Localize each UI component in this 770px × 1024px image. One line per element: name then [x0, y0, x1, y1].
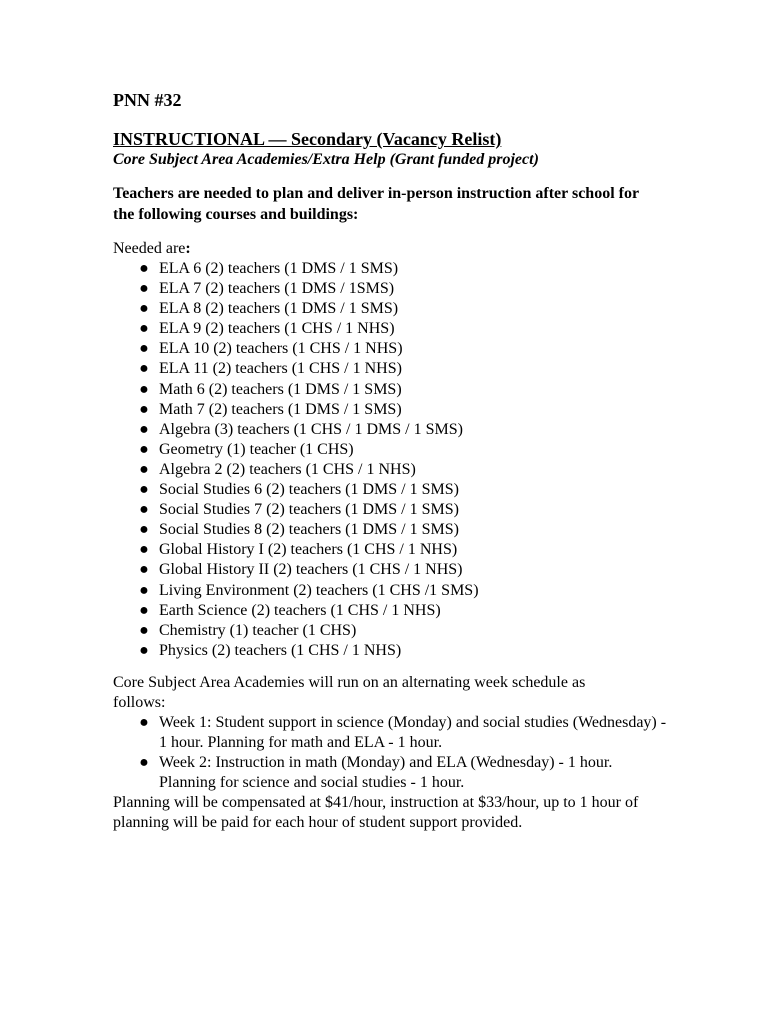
position-item-text: ELA 11 (2) teachers (1 CHS / 1 NHS) — [159, 360, 402, 378]
bullet-icon: ● — [139, 481, 149, 499]
posting-title: INSTRUCTIONAL — Secondary (Vacancy Relist) — [113, 129, 502, 149]
position-item-text: Global History II (2) teachers (1 CHS / 1 NHS) — [159, 561, 463, 579]
position-item — [137, 299, 713, 319]
position-item — [137, 420, 713, 440]
document-page — [113, 89, 713, 833]
position-item-text: Global History I (2) teachers (1 CHS / 1 NHS) — [159, 541, 458, 559]
bullet-icon: ● — [139, 501, 149, 519]
week-item — [137, 753, 669, 793]
position-item-text: ELA 9 (2) teachers (1 CHS / 1 NHS) — [159, 320, 395, 338]
position-item-text: ELA 8 (2) teachers (1 DMS / 1 SMS) — [159, 300, 399, 318]
bullet-icon: ● — [139, 260, 149, 277]
needed-label-text: Needed are — [113, 240, 186, 257]
bullet-icon: ● — [139, 561, 149, 579]
position-item — [137, 480, 713, 500]
bullet-icon: ● — [139, 621, 149, 639]
position-item — [137, 359, 713, 379]
position-item — [137, 581, 713, 601]
bullet-icon: ● — [139, 440, 149, 458]
position-item — [137, 460, 713, 480]
position-item — [137, 440, 713, 460]
position-item-text: Chemistry (1) teacher (1 CHS) — [159, 621, 357, 639]
position-item-text: Physics (2) teachers (1 CHS / 1 NHS) — [159, 641, 402, 659]
position-item — [137, 400, 713, 420]
position-item-text: ELA 7 (2) teachers (1 DMS / 1SMS) — [159, 280, 395, 298]
posting-intro: Teachers are needed to plan and deliver in-person instruction after school for the following courses and buildings: — [113, 185, 639, 223]
week-item-text: Week 1: Student support in science (Monday) and social studies (Wednesday) - 1 hour. Planning for math and ELA - 1 hour. — [159, 713, 667, 751]
position-item — [137, 520, 713, 540]
position-item-text: Earth Science (2) teachers (1 CHS / 1 NHS) — [159, 601, 441, 619]
position-item-text: Math 7 (2) teachers (1 DMS / 1 SMS) — [159, 400, 402, 418]
bullet-icon: ● — [139, 340, 149, 358]
position-item-text: Geometry (1) teacher (1 CHS) — [159, 440, 354, 458]
position-item-text: Social Studies 8 (2) teachers (1 DMS / 1 SMS) — [159, 521, 459, 539]
bullet-icon: ● — [139, 601, 149, 619]
bullet-icon: ● — [139, 460, 149, 478]
schedule-intro: Core Subject Area Academies will run on an alternating week schedule as follows: — [113, 673, 586, 711]
position-item — [137, 259, 713, 279]
position-item-text: Math 6 (2) teachers (1 DMS / 1 SMS) — [159, 380, 402, 398]
position-item-text: Social Studies 6 (2) teachers (1 DMS / 1 SMS) — [159, 481, 459, 499]
position-item — [137, 540, 713, 560]
bullet-icon: ● — [139, 380, 149, 398]
position-item — [137, 339, 713, 359]
bullet-icon: ● — [139, 641, 149, 659]
position-item — [137, 621, 713, 641]
position-item — [137, 319, 713, 339]
bullet-icon: ● — [139, 541, 149, 559]
position-item-text: Algebra 2 (2) teachers (1 CHS / 1 NHS) — [159, 460, 416, 478]
needed-label — [113, 239, 713, 259]
posting-subtitle: Core Subject Area Academies/Extra Help (Grant funded project) — [113, 151, 539, 168]
bullet-icon: ● — [139, 300, 149, 318]
position-item — [137, 500, 713, 520]
position-item — [137, 560, 713, 580]
position-item-text: Social Studies 7 (2) teachers (1 DMS / 1 SMS) — [159, 501, 459, 519]
position-item-text: ELA 10 (2) teachers (1 CHS / 1 NHS) — [159, 340, 403, 358]
position-item-text: Living Environment (2) teachers (1 CHS /1 SMS) — [159, 581, 479, 599]
bullet-icon: ● — [139, 320, 149, 338]
bullet-icon: ● — [139, 360, 149, 378]
bullet-icon: ● — [139, 400, 149, 418]
position-item-text: Algebra (3) teachers (1 CHS / 1 DMS / 1 SMS) — [159, 420, 463, 438]
week-item-text: Week 2: Instruction in math (Monday) and ELA (Wednesday) - 1 hour. Planning for science and social studies - 1 hour. — [159, 753, 613, 791]
positions-list — [113, 259, 713, 661]
position-item — [137, 279, 713, 299]
position-item — [137, 641, 713, 661]
pnn-number: PNN #32 — [113, 90, 182, 110]
bullet-icon: ● — [139, 713, 149, 731]
bullet-icon: ● — [139, 420, 149, 438]
position-item — [137, 601, 713, 621]
position-item — [137, 380, 713, 400]
needed-label-colon: : — [185, 240, 191, 257]
compensation-text: Planning will be compensated at $41/hour, instruction at $33/hour, up to 1 hour of planning will be paid for each hour of student support provided. — [113, 793, 639, 831]
position-item-text: ELA 6 (2) teachers (1 DMS / 1 SMS) — [159, 260, 399, 277]
bullet-icon: ● — [139, 581, 149, 599]
bullet-icon: ● — [139, 280, 149, 298]
weeks-list — [113, 713, 713, 793]
week-item — [137, 713, 669, 753]
bullet-icon: ● — [139, 521, 149, 539]
bullet-icon: ● — [139, 753, 149, 771]
